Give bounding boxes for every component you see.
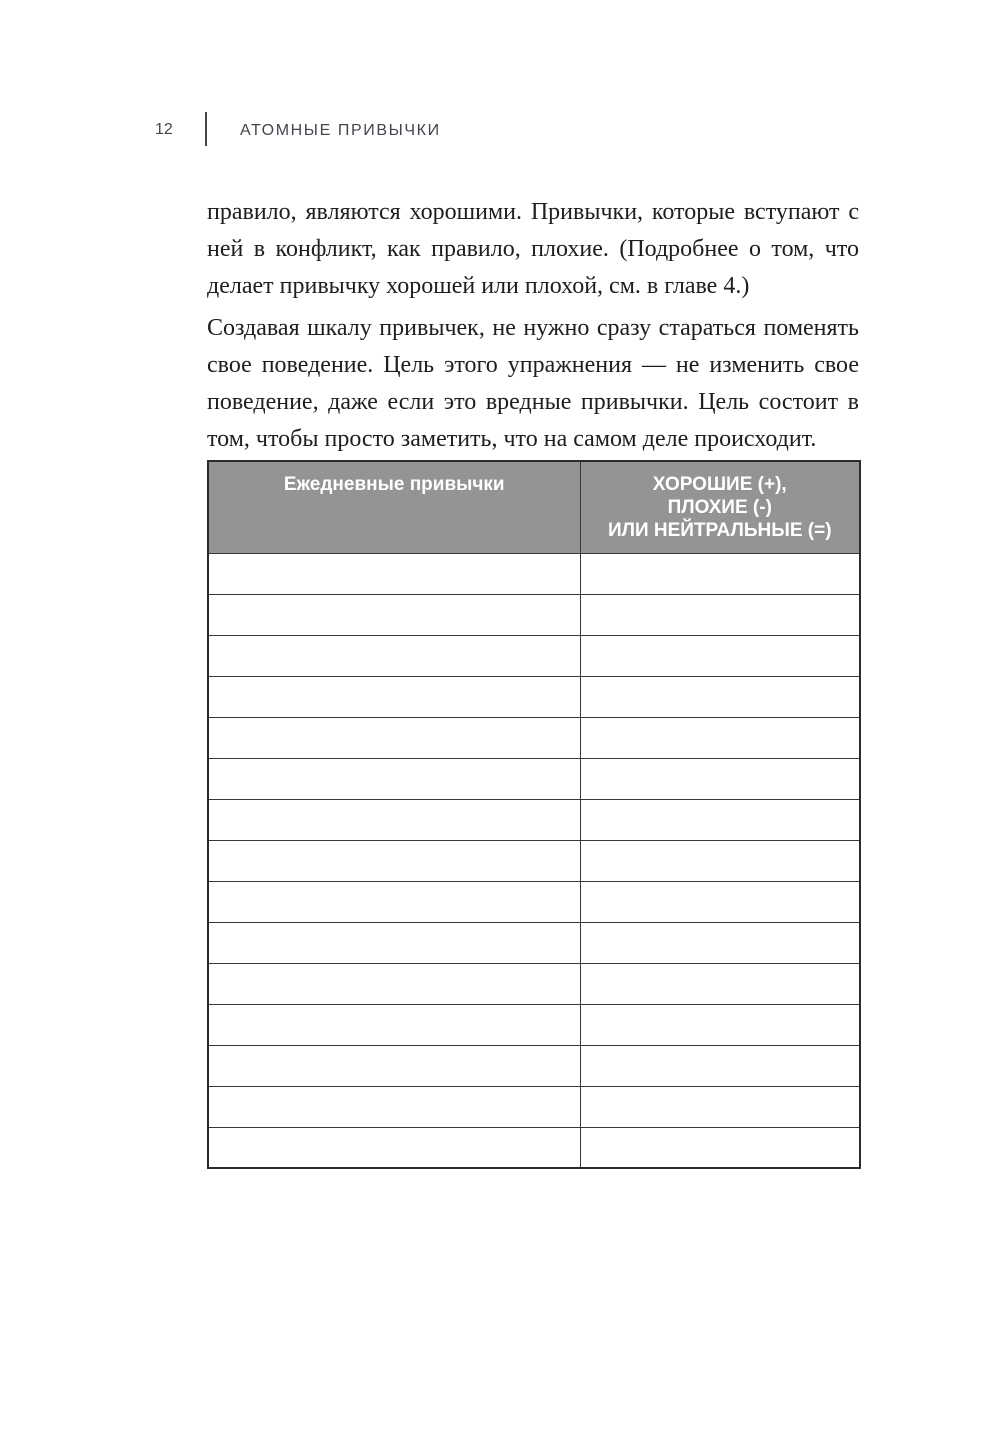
habit-cell-empty [208, 1127, 580, 1168]
habit-cell-empty [208, 1045, 580, 1086]
rating-cell-empty [580, 676, 860, 717]
paragraph: Создавая шкалу привычек, не нужно сразу стараться поменять свое поведение. Цель этого упражнения — не изменить свое поведение, даже если это вредные привычки. Цель состоит в том, чтобы просто заметить, что на самом деле происходит. [207, 315, 859, 452]
column-header-daily-habits [208, 461, 580, 553]
table-row [208, 799, 860, 840]
column-header-label-line: ПЛОХИЕ (-) [667, 497, 772, 518]
table-row [208, 758, 860, 799]
page-number: 12 [155, 121, 173, 138]
rating-cell-empty [580, 963, 860, 1004]
paragraph: правило, являются хорошими. Привычки, которые вступают с ней в конфликт, как правило, плохие. (Подробнее о том, что делает привычку хорошей или плохой, см. в главе 4.) [207, 199, 859, 299]
column-header-label-line: ИЛИ НЕЙТРАЛЬНЫЕ (=) [607, 520, 832, 541]
rating-cell-empty [580, 553, 860, 594]
header-divider [205, 112, 207, 146]
rating-cell-empty [580, 1127, 860, 1168]
column-header-label-line: ХОРОШИЕ (+), [652, 474, 787, 495]
rating-cell-empty [580, 717, 860, 758]
habit-cell-empty [208, 799, 580, 840]
habits-worksheet-table [207, 460, 861, 1169]
table-row [208, 594, 860, 635]
table-row [208, 1086, 860, 1127]
habit-cell-empty [208, 594, 580, 635]
habit-cell-empty [208, 963, 580, 1004]
table-header [208, 461, 860, 553]
table-row [208, 840, 860, 881]
table-row [208, 676, 860, 717]
table-row [208, 1045, 860, 1086]
habits-table-body [208, 553, 860, 1168]
habit-cell-empty [208, 922, 580, 963]
habit-cell-empty [208, 1086, 580, 1127]
column-header-rating [580, 461, 860, 553]
habit-cell-empty [208, 840, 580, 881]
rating-cell-empty [580, 1086, 860, 1127]
table-header-row [208, 461, 860, 553]
rating-cell-empty [580, 635, 860, 676]
habit-cell-empty [208, 881, 580, 922]
table-row [208, 881, 860, 922]
rating-cell-empty [580, 922, 860, 963]
table-row [208, 922, 860, 963]
rating-cell-empty [580, 1004, 860, 1045]
table-row [208, 635, 860, 676]
table-row [208, 717, 860, 758]
column-header-label: Ежедневные привычки [283, 474, 505, 495]
habit-cell-empty [208, 635, 580, 676]
habit-cell-empty [208, 553, 580, 594]
table-row [208, 1127, 860, 1168]
rating-cell-empty [580, 758, 860, 799]
rating-cell-empty [580, 594, 860, 635]
page-body-text [207, 194, 859, 458]
running-book-title: АТОМНЫЕ ПРИВЫЧКИ [240, 122, 441, 139]
habit-cell-empty [208, 1004, 580, 1045]
habit-cell-empty [208, 717, 580, 758]
rating-cell-empty [580, 799, 860, 840]
rating-cell-empty [580, 881, 860, 922]
table-row [208, 1004, 860, 1045]
table-row [208, 553, 860, 594]
rating-cell-empty [580, 1045, 860, 1086]
habit-cell-empty [208, 758, 580, 799]
rating-cell-empty [580, 840, 860, 881]
table-row [208, 963, 860, 1004]
habit-cell-empty [208, 676, 580, 717]
